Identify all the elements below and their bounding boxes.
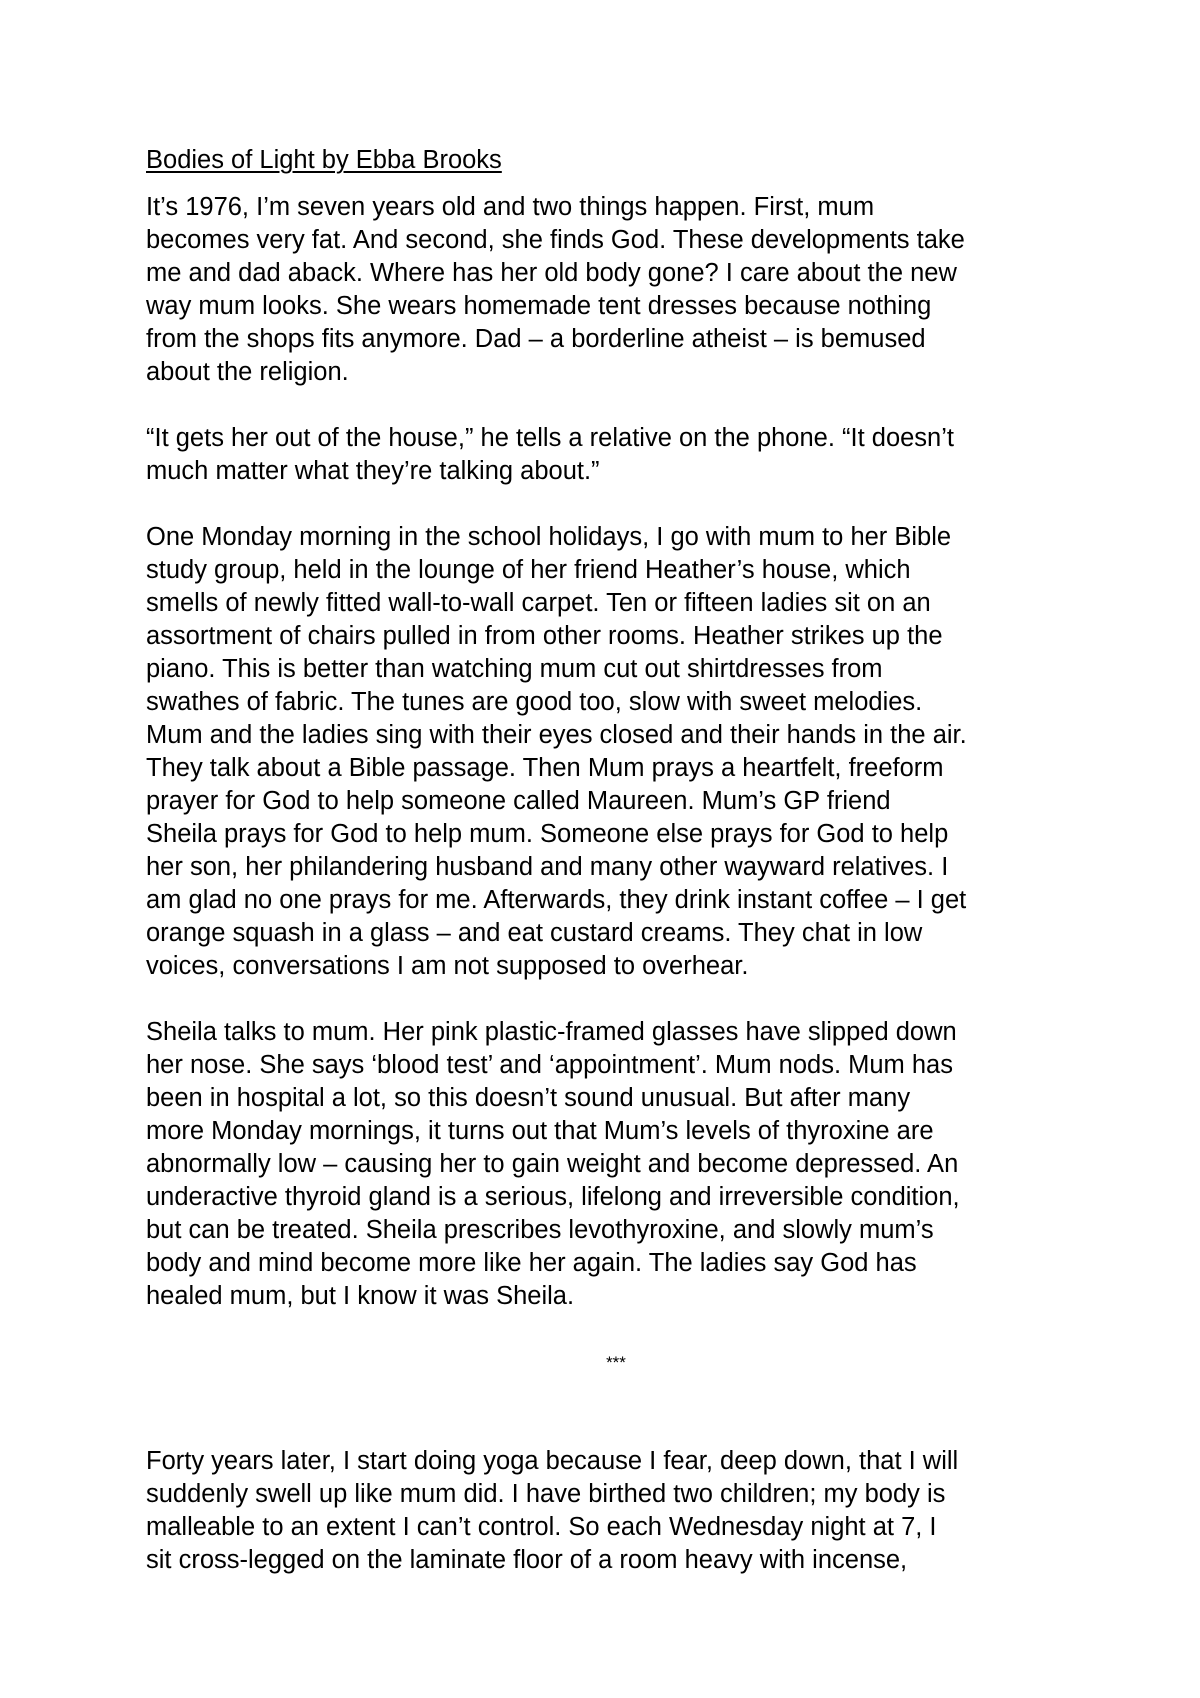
- paragraph-line: Sheila prays for God to help mum. Someone else prays for God to help: [146, 820, 949, 848]
- paragraph-line: becomes very fat. And second, she finds God. These developments take: [146, 226, 965, 254]
- paragraph-line: orange squash in a glass – and eat custard creams. They chat in low: [146, 919, 923, 947]
- paragraph-line: underactive thyroid gland is a serious, lifelong and irreversible condition,: [146, 1183, 960, 1211]
- paragraph-line: swathes of fabric. The tunes are good too, slow with sweet melodies.: [146, 688, 923, 716]
- paragraph-line: body and mind become more like her again. The ladies say God has: [146, 1249, 917, 1277]
- paragraph-line: her son, her philandering husband and many other wayward relatives. I: [146, 853, 949, 881]
- paragraph-line: They talk about a Bible passage. Then Mum prays a heartfelt, freeform: [146, 754, 944, 782]
- paragraphs-before-separator: [146, 191, 1086, 1313]
- paragraph-line: malleable to an extent I can’t control. So each Wednesday night at 7, I: [146, 1513, 937, 1541]
- paragraph: [146, 521, 1086, 983]
- paragraph-line: me and dad aback. Where has her old body gone? I care about the new: [146, 259, 957, 287]
- paragraph-line: much matter what they’re talking about.”: [146, 457, 600, 485]
- paragraph: [146, 1445, 1086, 1577]
- paragraph-line: prayer for God to help someone called Maureen. Mum’s GP friend: [146, 787, 891, 815]
- paragraph-line: smells of newly fitted wall-to-wall carpet. Ten or fifteen ladies sit on an: [146, 589, 931, 617]
- paragraph-line: Mum and the ladies sing with their eyes closed and their hands in the air.: [146, 721, 967, 749]
- paragraph-line: voices, conversations I am not supposed to overhear.: [146, 952, 749, 980]
- paragraph-line: abnormally low – causing her to gain weight and become depressed. An: [146, 1150, 959, 1178]
- paragraph-line: but can be treated. Sheila prescribes levothyroxine, and slowly mum’s: [146, 1216, 934, 1244]
- paragraph-line: her nose. She says ‘blood test’ and ‘appointment’. Mum nods. Mum has: [146, 1051, 953, 1079]
- paragraph-line: healed mum, but I know it was Sheila.: [146, 1282, 575, 1310]
- paragraph: [146, 1016, 1086, 1313]
- paragraph-line: It’s 1976, I’m seven years old and two things happen. First, mum: [146, 193, 875, 221]
- document-title: Bodies of Light by Ebba Brooks: [146, 146, 502, 174]
- paragraph-line: One Monday morning in the school holidays, I go with mum to her Bible: [146, 523, 952, 551]
- paragraph: [146, 422, 1086, 488]
- document-body: [146, 144, 1086, 1577]
- paragraph-line: “It gets her out of the house,” he tells a relative on the phone. “It doesn’t: [146, 424, 954, 452]
- paragraph-line: about the religion.: [146, 358, 349, 386]
- paragraph-line: Forty years later, I start doing yoga because I fear, deep down, that I will: [146, 1447, 959, 1475]
- paragraph-line: piano. This is better than watching mum cut out shirtdresses from: [146, 655, 883, 683]
- paragraph-line: sit cross-legged on the laminate floor of a room heavy with incense,: [146, 1546, 908, 1574]
- paragraph-line: assortment of chairs pulled in from other rooms. Heather strikes up the: [146, 622, 943, 650]
- paragraph-line: suddenly swell up like mum did. I have birthed two children; my body is: [146, 1480, 946, 1508]
- paragraph-line: Sheila talks to mum. Her pink plastic-framed glasses have slipped down: [146, 1018, 957, 1046]
- paragraph-line: from the shops fits anymore. Dad – a borderline atheist – is bemused: [146, 325, 926, 353]
- paragraph-line: study group, held in the lounge of her friend Heather’s house, which: [146, 556, 911, 584]
- section-separator: ***: [606, 1353, 626, 1372]
- paragraph-line: been in hospital a lot, so this doesn’t sound unusual. But after many: [146, 1084, 911, 1112]
- paragraph-line: more Monday mornings, it turns out that Mum’s levels of thyroxine are: [146, 1117, 934, 1145]
- paragraph-line: am glad no one prays for me. Afterwards, they drink instant coffee – I get: [146, 886, 967, 914]
- paragraph-line: way mum looks. She wears homemade tent dresses because nothing: [146, 292, 932, 320]
- paragraph: [146, 191, 1086, 389]
- paragraphs-after-separator: [146, 1445, 1086, 1577]
